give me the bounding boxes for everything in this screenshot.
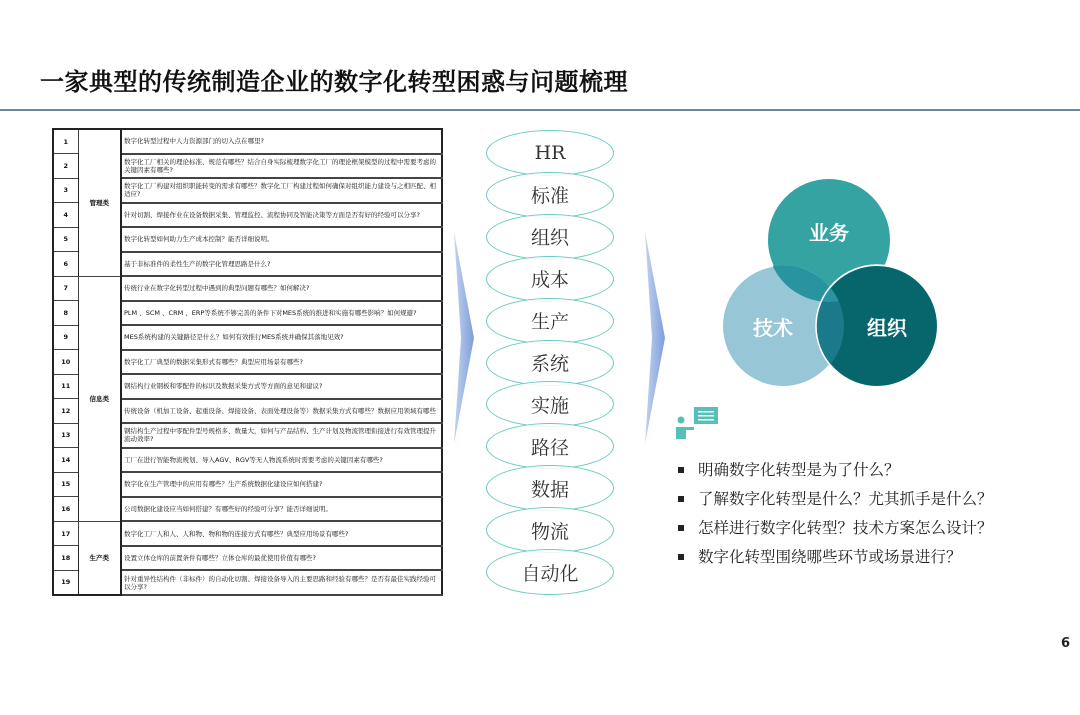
presenter-icon <box>674 405 722 441</box>
venn-label: 技术 <box>753 315 793 340</box>
question-cell: 传统设备（机加工设备、起重设备、焊接设备、表面处理设备等）数据采集方式有哪些？数据应用领域有哪些 <box>121 399 442 424</box>
row-number: 17 <box>53 521 78 546</box>
question-cell: PLM 、SCM 、CRM 、ERP等系统不够完善的条件下对MES系统的推进和实施有哪些影响？如何规避? <box>121 301 442 326</box>
question-cell: 钢结构生产过程中零配件型号规格多、数量大，如何与产品结构、生产计划及物流管理衔接进行有效管理提升流动效率? <box>121 423 442 448</box>
topic-oval: 标准 <box>486 172 614 218</box>
question-cell: MES系统构建的关键路径是什么？如何有效推行MES系统并确保其落地见效? <box>121 325 442 350</box>
topic-oval: 物流 <box>486 507 614 553</box>
topic-oval: 组织 <box>486 214 614 260</box>
page-number: 6 <box>1061 636 1071 651</box>
question-cell: 数字化工厂人和人、人和物、物和物的连接方式有哪些？典型应用场景有哪些? <box>121 521 442 546</box>
topic-oval: 自动化 <box>486 549 614 595</box>
row-number: 18 <box>53 546 78 571</box>
question-cell: 基于非标准件的柔性生产的数字化管理思路是什么? <box>121 252 442 277</box>
row-number: 1 <box>53 129 78 154</box>
table-row <box>53 129 442 154</box>
category-cell: 信息类 <box>78 276 121 521</box>
question-cell: 针对切割、焊接作业在设备数据采集、管理监控、流程协同及智能决策等方面是否有好的经验可以分享? <box>121 203 442 228</box>
topic-oval: 数据 <box>486 465 614 511</box>
bullet-item: 明确数字化转型是为了什么？ <box>676 456 993 485</box>
topic-oval: 生产 <box>486 298 614 344</box>
row-number: 9 <box>53 325 78 350</box>
topic-oval: 系统 <box>486 340 614 386</box>
question-cell: 数字化工厂构建对组织职能转变的需求有哪些？数字化工厂构建过程如何确保对组织能力建设与之相匹配、相适应? <box>121 178 442 203</box>
row-number: 19 <box>53 570 78 595</box>
question-cell: 数字化工厂相关的理论标准、规范有哪些？结合自身实际梳理数字化工厂的理论框架模型的过程中需要考虑的关键因素有哪些? <box>121 154 442 179</box>
row-number: 12 <box>53 399 78 424</box>
question-cell: 公司数据化建设应当如何搭建？有哪些好的经验可分享？能否详细说明。 <box>121 497 442 522</box>
table-row <box>53 276 442 301</box>
venn-overlap <box>722 178 942 390</box>
question-cell: 传统行业在数字化转型过程中遇到的典型问题有哪些？如何解决? <box>121 276 442 301</box>
question-cell: 数字化工厂典型的数据采集形式有哪些？典型应用场景有哪些? <box>121 350 442 375</box>
row-number: 5 <box>53 227 78 252</box>
page-title: 一家典型的传统制造企业的数字化转型困惑与问题梳理 <box>40 68 628 96</box>
topic-oval: HR <box>486 130 614 176</box>
topic-oval: 实施 <box>486 381 614 427</box>
venn-label: 组织 <box>867 315 907 340</box>
topic-oval: 路径 <box>486 423 614 469</box>
bullet-item: 数字化转型围绕哪些环节或场景进行？ <box>676 543 993 572</box>
row-number: 2 <box>53 154 78 179</box>
title-divider <box>0 109 1080 111</box>
row-number: 8 <box>53 301 78 326</box>
question-cell: 工厂在进行智能物流规划、导入AGV、RGV等无人物流系统时需要考虑的关键因素有哪些? <box>121 448 442 473</box>
row-number: 13 <box>53 423 78 448</box>
row-number: 7 <box>53 276 78 301</box>
row-number: 6 <box>53 252 78 277</box>
bullet-item: 了解数字化转型是什么？尤其抓手是什么？ <box>676 485 993 514</box>
category-cell: 生产类 <box>78 521 121 595</box>
bullet-item: 怎样进行数字化转型？技术方案怎么设计？ <box>676 514 993 543</box>
question-cell: 数字化转型过程中人力资源部门的切入点在哪里? <box>121 129 442 154</box>
chevron-arrow-icon <box>643 232 667 444</box>
row-number: 3 <box>53 178 78 203</box>
question-cell: 针对重异性结构件（非标件）的自动化切割、焊接设备导入的主要思路和经验有哪些？是否有最佳实践经验可以分享? <box>121 570 442 595</box>
topic-oval: 成本 <box>486 256 614 302</box>
venn-label: 业务 <box>809 221 849 245</box>
row-number: 10 <box>53 350 78 375</box>
bullet-list <box>676 456 993 572</box>
category-cell: 管理类 <box>78 129 121 276</box>
row-number: 14 <box>53 448 78 473</box>
row-number: 4 <box>53 203 78 228</box>
question-cell: 数字化转型如何助力生产成本控制？能否详细说明。 <box>121 227 442 252</box>
row-number: 15 <box>53 472 78 497</box>
table-row <box>53 521 442 546</box>
question-cell: 设置立体仓库的前置条件有哪些？立体仓库的最优使用价值有哪些? <box>121 546 442 571</box>
question-cell: 数字化在生产管理中的应用有哪些？生产系统数据化建设应如何搭建? <box>121 472 442 497</box>
question-cell: 钢结构行业钢板和零配件的标识及数据采集方式等方面的意见和建议? <box>121 374 442 399</box>
row-number: 16 <box>53 497 78 522</box>
questions-table <box>52 128 443 596</box>
chevron-arrow-icon <box>452 232 476 444</box>
row-number: 11 <box>53 374 78 399</box>
